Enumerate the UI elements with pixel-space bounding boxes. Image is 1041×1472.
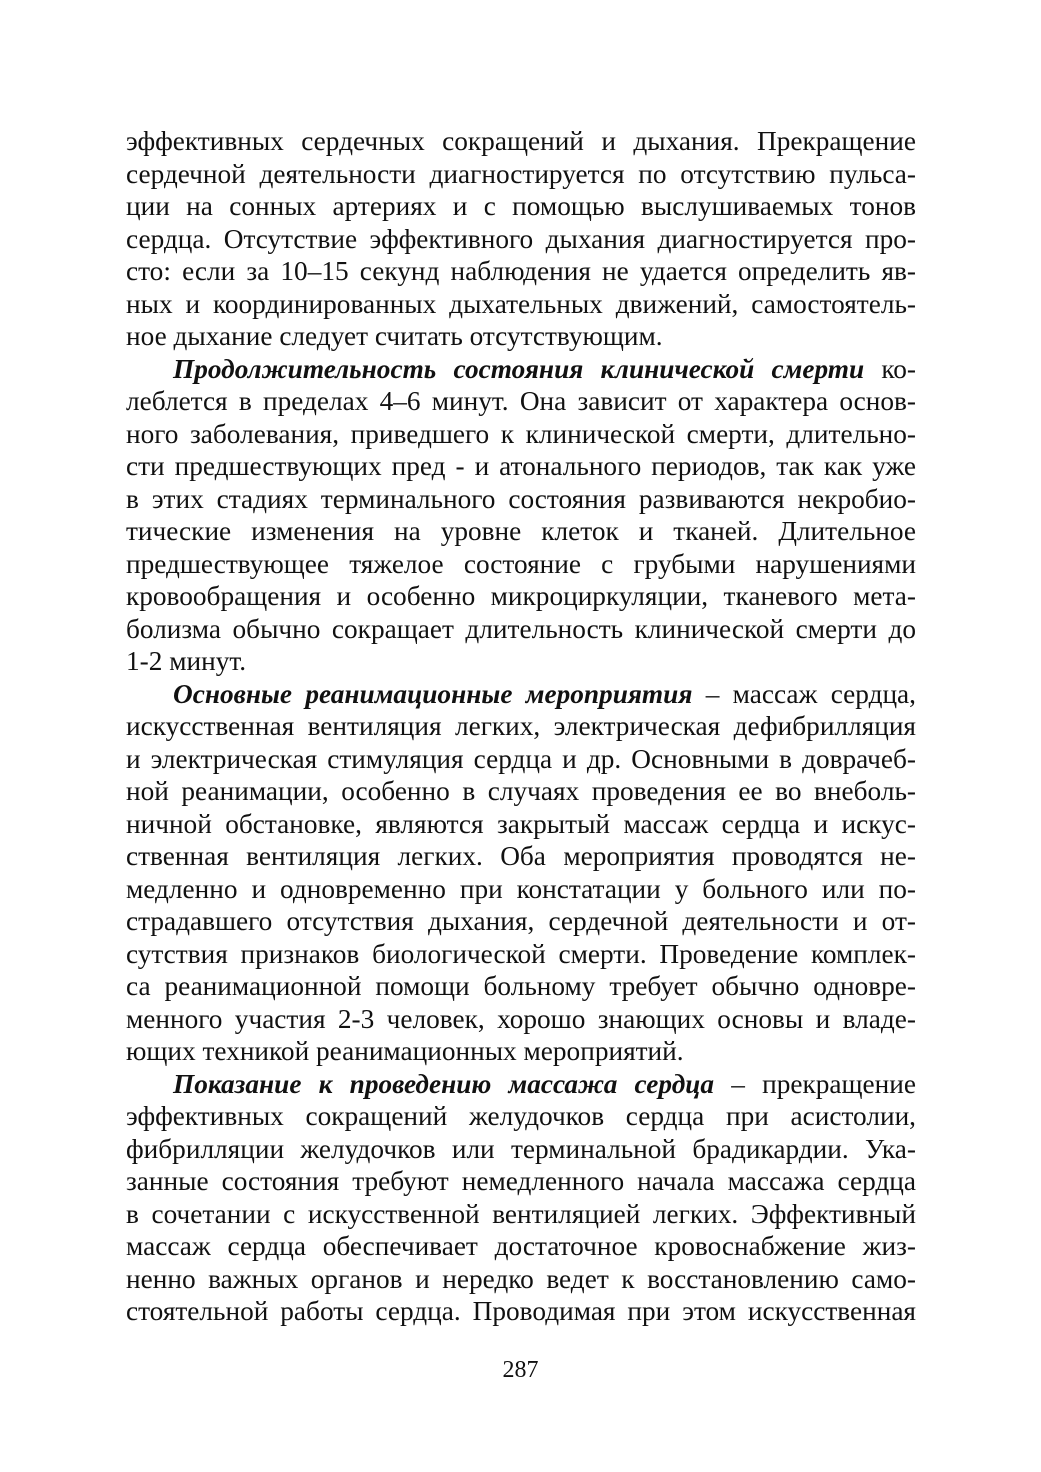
text-line: сто: если за 10–15 секунд наблюдения не удается определить яв- xyxy=(126,256,916,286)
text-line: сутствия признаков биологической смерти. Проведение комплек- xyxy=(126,938,916,969)
text-line: 1-2 минут. xyxy=(126,646,247,676)
paragraph-first-line xyxy=(126,1068,916,1101)
text-line: предшествующее тяжелое состояние с грубыми нарушениями xyxy=(126,548,916,579)
text-line: эффективных сердечных сокращений и дыхания. Прекращение xyxy=(126,126,916,156)
text-line: ного заболевания, приведшего к клинической смерти, длительно- xyxy=(126,418,916,449)
body-text xyxy=(126,125,916,1328)
term-heading: Показание к проведению массажа сердца xyxy=(173,1068,715,1099)
text-line: в этих стадиях терминального состояния развиваются некробио- xyxy=(126,483,916,514)
page-number: 287 xyxy=(502,1357,539,1383)
term-heading: Продолжительность состояния клинической смерти xyxy=(173,353,865,384)
text-run: – массаж сердца, xyxy=(692,678,917,709)
text-line: медленно и одновременно при констатации у больного или по- xyxy=(126,873,916,904)
text-line: страдавшего отсутствия дыхания, сердечной деятельности и от- xyxy=(126,906,916,936)
text-line: леблется в пределах 4–6 минут. Она зависит от характера основ- xyxy=(126,386,916,416)
text-line: эффективных сокращений желудочков сердца при асистолии, xyxy=(126,1101,916,1131)
text-line: сти предшествующих пред - и атонального периодов, так как уже xyxy=(126,451,916,481)
text-line: ное дыхание следует считать отсутствующим. xyxy=(126,321,663,351)
text-line: ненно важных органов и нередко ведет к восстановлению само- xyxy=(126,1263,916,1294)
text-line: фибрилляции желудочков или терминальной брадикардии. Ука- xyxy=(126,1133,916,1164)
text-line: са реанимационной помощи больному требует обычно одновре- xyxy=(126,971,916,1001)
paragraph-first-line xyxy=(126,353,916,386)
paragraph-first-line xyxy=(126,678,916,711)
text-run: – прекращение xyxy=(714,1068,916,1099)
text-line: ной реанимации, особенно в случаях проведения ее во внеболь- xyxy=(126,776,916,806)
text-line: стоятельной работы сердца. Проводимая при этом искусственная xyxy=(126,1296,916,1326)
text-line: ющих техникой реанимационных мероприятий. xyxy=(126,1036,684,1066)
text-line: кровообращения и особенно микроциркуляции, тканевого мета- xyxy=(126,581,916,611)
text-line: ции на сонных артериях и с помощью выслушиваемых тонов xyxy=(126,191,916,221)
text-line: ничной обстановке, являются закрытый массаж сердца и искус- xyxy=(126,808,916,839)
text-line: болизма обычно сокращает длительность клинической смерти до xyxy=(126,613,916,644)
text-line: менного участия 2-3 человек, хорошо знающих основы и владе- xyxy=(126,1003,916,1034)
text-line: массаж сердца обеспечивает достаточное кровоснабжение жиз- xyxy=(126,1231,916,1261)
term-heading: Основные реанимационные мероприятия xyxy=(173,678,693,709)
text-line: сердца. Отсутствие эффективного дыхания диагностируется про- xyxy=(126,223,916,254)
text-line: ственная вентиляция легких. Оба мероприятия проводятся не- xyxy=(126,841,916,871)
text-line: тические изменения на уровне клеток и тканей. Длительное xyxy=(126,516,916,546)
text-line: ных и координированных дыхательных движений, самостоятель- xyxy=(126,288,916,319)
text-run: ко- xyxy=(864,353,916,384)
text-line: в сочетании с искусственной вентиляцией легких. Эффективный xyxy=(126,1198,916,1229)
text-line: занные состояния требуют немедленного начала массажа сердца xyxy=(126,1166,916,1196)
text-line: и электрическая стимуляция сердца и др. Основными в доврачеб- xyxy=(126,743,916,774)
text-line: искусственная вентиляция легких, электрическая дефибрилляция xyxy=(126,711,916,741)
text-line: сердечной деятельности диагностируется по отсутствию пульса- xyxy=(126,158,916,189)
